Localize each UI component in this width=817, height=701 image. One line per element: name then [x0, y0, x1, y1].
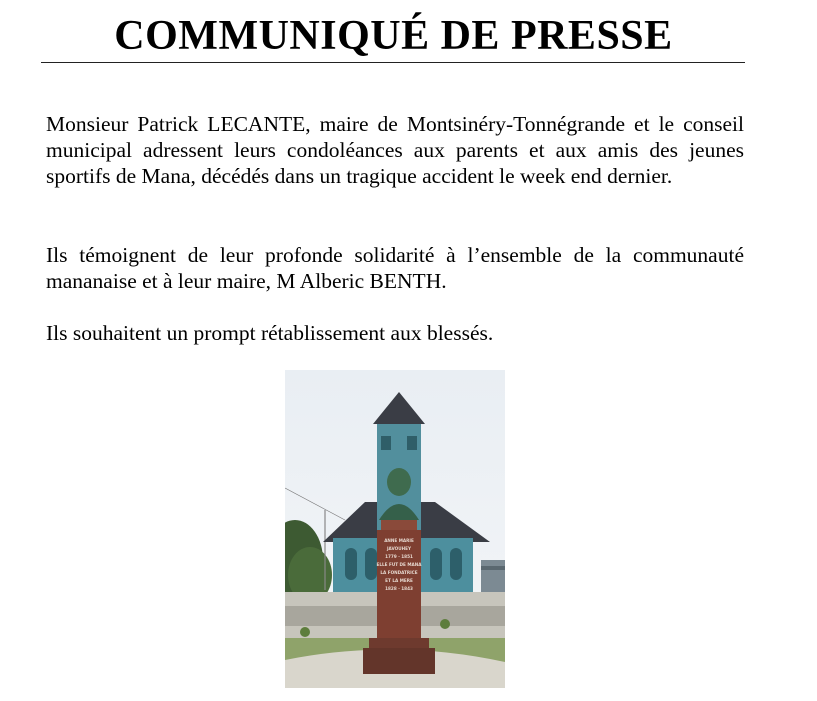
monument-inscription: ELLE FUT DE MANA — [376, 562, 422, 567]
monument-inscription: JAVOUHEY — [386, 546, 412, 551]
document-title: COMMUNIQUÉ DE PRESSE — [114, 13, 673, 59]
monument-inscription: LA FONDATRICE — [380, 570, 418, 575]
monument-inscription: 1779 · 1851 — [385, 554, 413, 559]
paragraph-solidarity: Ils témoignent de leur profonde solidarité à l’ensemble de la communauté mananaise et à leur maire, M Alberic BENTH. — [46, 243, 744, 293]
paragraph-recovery: Ils souhaitent un prompt rétablissement aux blessés. — [46, 321, 494, 345]
monument-inscription: ET LA MERE — [385, 578, 413, 583]
paragraph-condolences: Monsieur Patrick LECANTE, maire de Montsinéry-Tonnégrande et le conseil municipal adressent leurs condoléances aux parents et aux amis des jeunes sportifs de Mana, décédés dans un tragique accident le week end dernier. — [46, 112, 744, 188]
monument-inscription: 1828 · 1843 — [385, 586, 413, 591]
church-monument-photo — [285, 370, 505, 688]
monument-inscription: ANNE MARIE — [384, 538, 414, 543]
title-divider — [41, 62, 745, 63]
